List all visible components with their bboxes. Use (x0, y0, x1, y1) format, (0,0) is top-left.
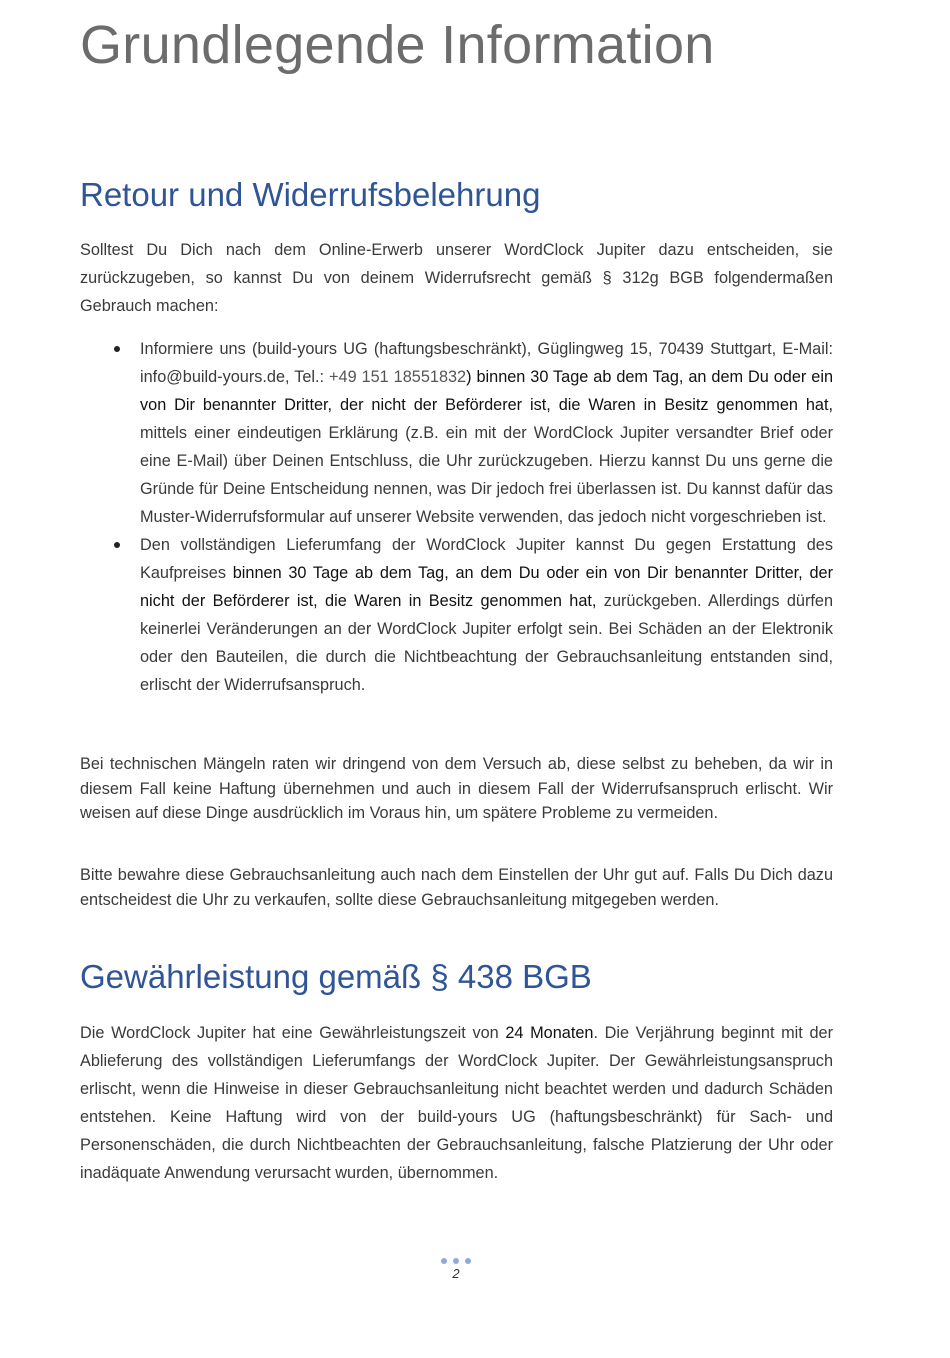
bullet1-text: Informiere uns (build-yours UG (haftungsbeschränkt), Güglingweg 15, 70439 Stuttgart, E-Mail: info@build-yours.de, Tel.: (140, 340, 833, 386)
paragraph-gewaehrleistung (80, 1019, 833, 1187)
list-item (140, 335, 833, 531)
heading-retour: Retour und Widerrufsbelehrung (80, 176, 541, 213)
paragraph-keep: Bitte bewahre diese Gebrauchsanleitung auch nach dem Einstellen der Uhr gut auf. Falls Du Dich dazu entscheidest die Uhr zu verkaufen, sollte diese Gebrauchsanleitung mitgegeben werden. (80, 866, 833, 909)
bullet1-deadline: ) binnen 30 Tage ab dem Tag, an dem Du oder ein von Dir benannter Dritter, der nicht der Beförderer ist, die Waren in Besitz genommen hat, (140, 368, 833, 414)
bullet-list (140, 335, 833, 699)
paragraph-intro: Solltest Du Dich nach dem Online-Erwerb unserer WordClock Jupiter dazu entscheiden, sie zurückzugeben, so kannst Du von deinem Widerrufsrecht gemäß § 312g BGB folgendermaßen Gebrauch machen: (80, 241, 833, 315)
gw-text: Die WordClock Jupiter hat eine Gewährleistungszeit von (80, 1024, 506, 1042)
phone-number: +49 151 18551832 (329, 368, 467, 386)
paragraph-technical: Bei technischen Mängeln raten wir dringend von dem Versuch ab, diese selbst zu beheben, da wir in diesem Fall keine Haftung übernehmen und auch in diesem Fall der Widerrufsanspruch erlischt. Wir weisen auf diese Dinge ausdrücklich im Voraus hin, um spätere Probleme zu vermeiden. (80, 755, 833, 822)
footer-dots-icon (441, 1258, 473, 1266)
gw-rest: . Die Verjährung beginnt mit der Ablieferung des vollständigen Lieferumfangs der WordClock Jupiter. Der Gewährleistungsanspruch erlischt, wenn die Hinweise in dieser Gebrauchsanleitung nicht beachtet werden und dadurch Schäden entstehen. Keine Haftung wird von der build-yours UG (haftungsbeschränkt) für Sach- und Personenschäden, die durch Nichtbeachten der Gebrauchsanleitung, falsche Platzierung der Uhr oder inadäquate Anwendung verursacht wurden, übernommen. (80, 1024, 833, 1182)
heading-gewaehrleistung: Gewährleistung gemäß § 438 BGB (80, 958, 592, 995)
page-number: 2 (452, 1266, 460, 1281)
bullet2-deadline: binnen 30 Tage ab dem Tag, an dem Du oder ein von Dir benannter Dritter, der nicht der Beförderer ist, die Waren in Besitz genommen hat, (140, 564, 833, 610)
page-title: Grundlegende Information (80, 15, 715, 75)
list-item (140, 531, 833, 699)
bullet2-text: Den vollständigen Lieferumfang der WordClock Jupiter kannst Du gegen Erstattung des Kaufpreises (140, 536, 833, 582)
bullet1-rest: mittels einer eindeutigen Erklärung (z.B. ein mit der WordClock Jupiter versandter Brief oder eine E-Mail) über Deinen Entschluss, die Uhr zurückzugeben. Hierzu kannst Du uns gerne die Gründe für Deine Entscheidung nennen, was Dir jedoch frei überlassen ist. Du kannst dafür das Muster-Widerrufsformular auf unserer Website verwenden, das jedoch nicht vorgeschrieben ist. (140, 424, 833, 526)
gw-duration: 24 Monaten (505, 1024, 594, 1042)
bullet2-rest: zurückgeben. Allerdings dürfen keinerlei Veränderungen an der WordClock Jupiter erfolgt sein. Bei Schäden an der Elektronik oder den Bauteilen, die durch die Nichtbeachtung der Gebrauchsanleitung entstanden sind, erlischt der Widerrufsanspruch. (140, 592, 833, 694)
